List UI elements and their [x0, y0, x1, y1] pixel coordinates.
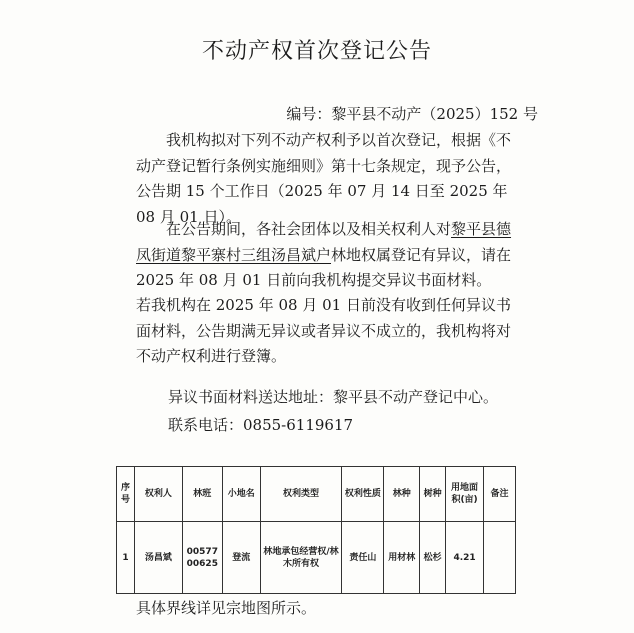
cell-plot: 00577 00625: [182, 522, 222, 594]
cell-tree: 松杉: [420, 522, 446, 594]
property-holder-underlined: 黎平县德凤街道黎平寨村三组汤昌斌户: [136, 220, 512, 264]
header-tree: 树种: [420, 467, 446, 522]
paragraph-objection-period: [136, 217, 520, 294]
cell-forest-type: 用材林: [384, 522, 420, 594]
cell-no: 1: [117, 522, 135, 594]
objection-text-before: 在公告期间，各社会团体以及相关权利人对: [166, 220, 452, 238]
header-nature: 权利性质: [342, 467, 384, 522]
header-right-type: 权利类型: [260, 467, 342, 522]
cell-nature: 责任山: [342, 522, 384, 594]
table-row: [117, 522, 516, 594]
paragraph-announcement: 我机构拟对下列不动产权利予以首次登记，根据《不动产登记暂行条例实施细则》第十七条规定，现予公告，公告期 15 个工作日（2025 年 07 月 14 日至 2025 年 08 月 01 日）。: [136, 131, 512, 226]
document-number: 编号：黎平县不动产（2025）152 号: [286, 105, 538, 123]
header-forest-type: 林种: [384, 467, 420, 522]
header-area: 用地面积(亩): [446, 467, 484, 522]
table-header-row: [117, 467, 516, 522]
header-no: 序号: [117, 467, 135, 522]
objection-text-after: 林地权属登记有异议，请在 2025 年 08 月 01 日前向我机构提交异议书面材料。: [136, 245, 512, 289]
objection-address: 异议书面材料送达地址：黎平县不动产登记中心。: [168, 388, 499, 406]
cell-place: 登流: [222, 522, 260, 594]
registration-table: [116, 466, 516, 594]
contact-phone: 联系电话：0855-6119617: [168, 416, 354, 434]
header-plot: 林班: [182, 467, 222, 522]
boundary-note: 具体界线详见宗地图所示。: [136, 599, 317, 617]
notice-title: 不动产权首次登记公告: [201, 39, 432, 64]
paragraph-registration-terms: 若我机构在 2025 年 08 月 01 日前没有收到任何异议书面材料，公告期满无异议或者异议不成立的，我机构将对不动产权利进行登簿。: [136, 296, 512, 365]
cell-right-type: 林地承包经营权/林木所有权: [260, 522, 342, 594]
cell-area: 4.21: [446, 522, 484, 594]
header-holder: 权利人: [134, 467, 182, 522]
header-place: 小地名: [222, 467, 260, 522]
cell-holder: 汤昌斌: [134, 522, 182, 594]
header-note: 备注: [484, 467, 516, 522]
cell-note: [484, 522, 516, 594]
